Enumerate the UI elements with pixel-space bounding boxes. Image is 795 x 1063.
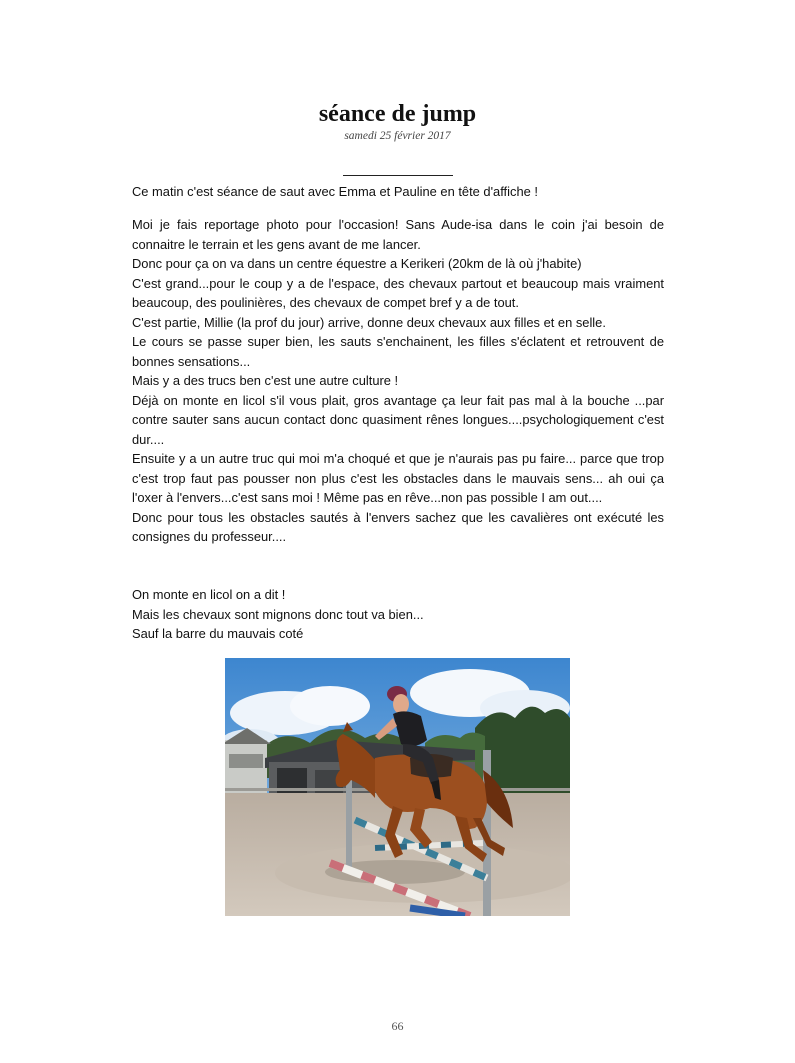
photo-captions bbox=[132, 585, 664, 644]
intro-text: Ce matin c'est séance de saut avec Emma et Pauline en tête d'affiche ! bbox=[132, 184, 538, 199]
body-paragraph: Donc pour tous les obstacles sautés à l'envers sachez que les cavalières ont exécuté les consignes du professeur.... bbox=[132, 509, 664, 544]
body-paragraph: Mais y a des trucs ben c'est une autre culture ! bbox=[132, 373, 399, 388]
caption-line: Mais les chevaux sont mignons donc tout va bien... bbox=[132, 606, 424, 622]
body-paragraph: Ensuite y a un autre truc qui moi m'a choqué et que je n'aurais pas pu faire... parce que trop c'est trop faut pas pousser non plus c'est les obstacles dans le mauvais sens... ah oui ça l'oxer à l'envers...c'est sans moi ! Même pas en rêve...non pas possible I am out.... bbox=[132, 451, 664, 505]
caption-line: Sauf la barre du mauvais coté bbox=[132, 626, 304, 641]
caption-line: On monte en licol on a dit ! bbox=[132, 587, 286, 602]
body-paragraph: Donc pour ça on va dans un centre équestre a Kerikeri (20km de là où j'habite) bbox=[132, 256, 582, 271]
post-body bbox=[132, 215, 664, 547]
post-title: séance de jump bbox=[318, 101, 477, 127]
page-number: 66 bbox=[391, 1019, 404, 1033]
body-paragraph: C'est grand...pour le coup y a de l'espace, des chevaux partout et beaucoup mais vraiment beaucoup, des poulinières, des chevaux de compet bref y a de tout. bbox=[132, 275, 664, 310]
body-paragraph: Le cours se passe super bien, les sauts s'enchainent, les filles s'éclatent et retrouvent de bonnes sensations... bbox=[132, 334, 664, 369]
post-date: samedi 25 février 2017 bbox=[344, 130, 451, 142]
body-paragraph: Moi je fais reportage photo pour l'occasion! Sans Aude-isa dans le coin j'ai besoin de connaitre le terrain et les gens avant de me lancer. bbox=[132, 217, 664, 252]
horse-jump-photo bbox=[225, 658, 570, 916]
body-paragraph: C'est partie, Millie (la prof du jour) arrive, donne deux chevaux aux filles et en selle. bbox=[132, 314, 606, 330]
body-paragraph: Déjà on monte en licol s'il vous plait, gros avantage ça leur fait pas mal à la bouche ...par contre sauter sans aucun contact donc quasiment rênes longues....psychologiquement c'est dur.... bbox=[132, 392, 664, 447]
intro-paragraph bbox=[132, 182, 664, 202]
title-divider bbox=[343, 175, 453, 176]
